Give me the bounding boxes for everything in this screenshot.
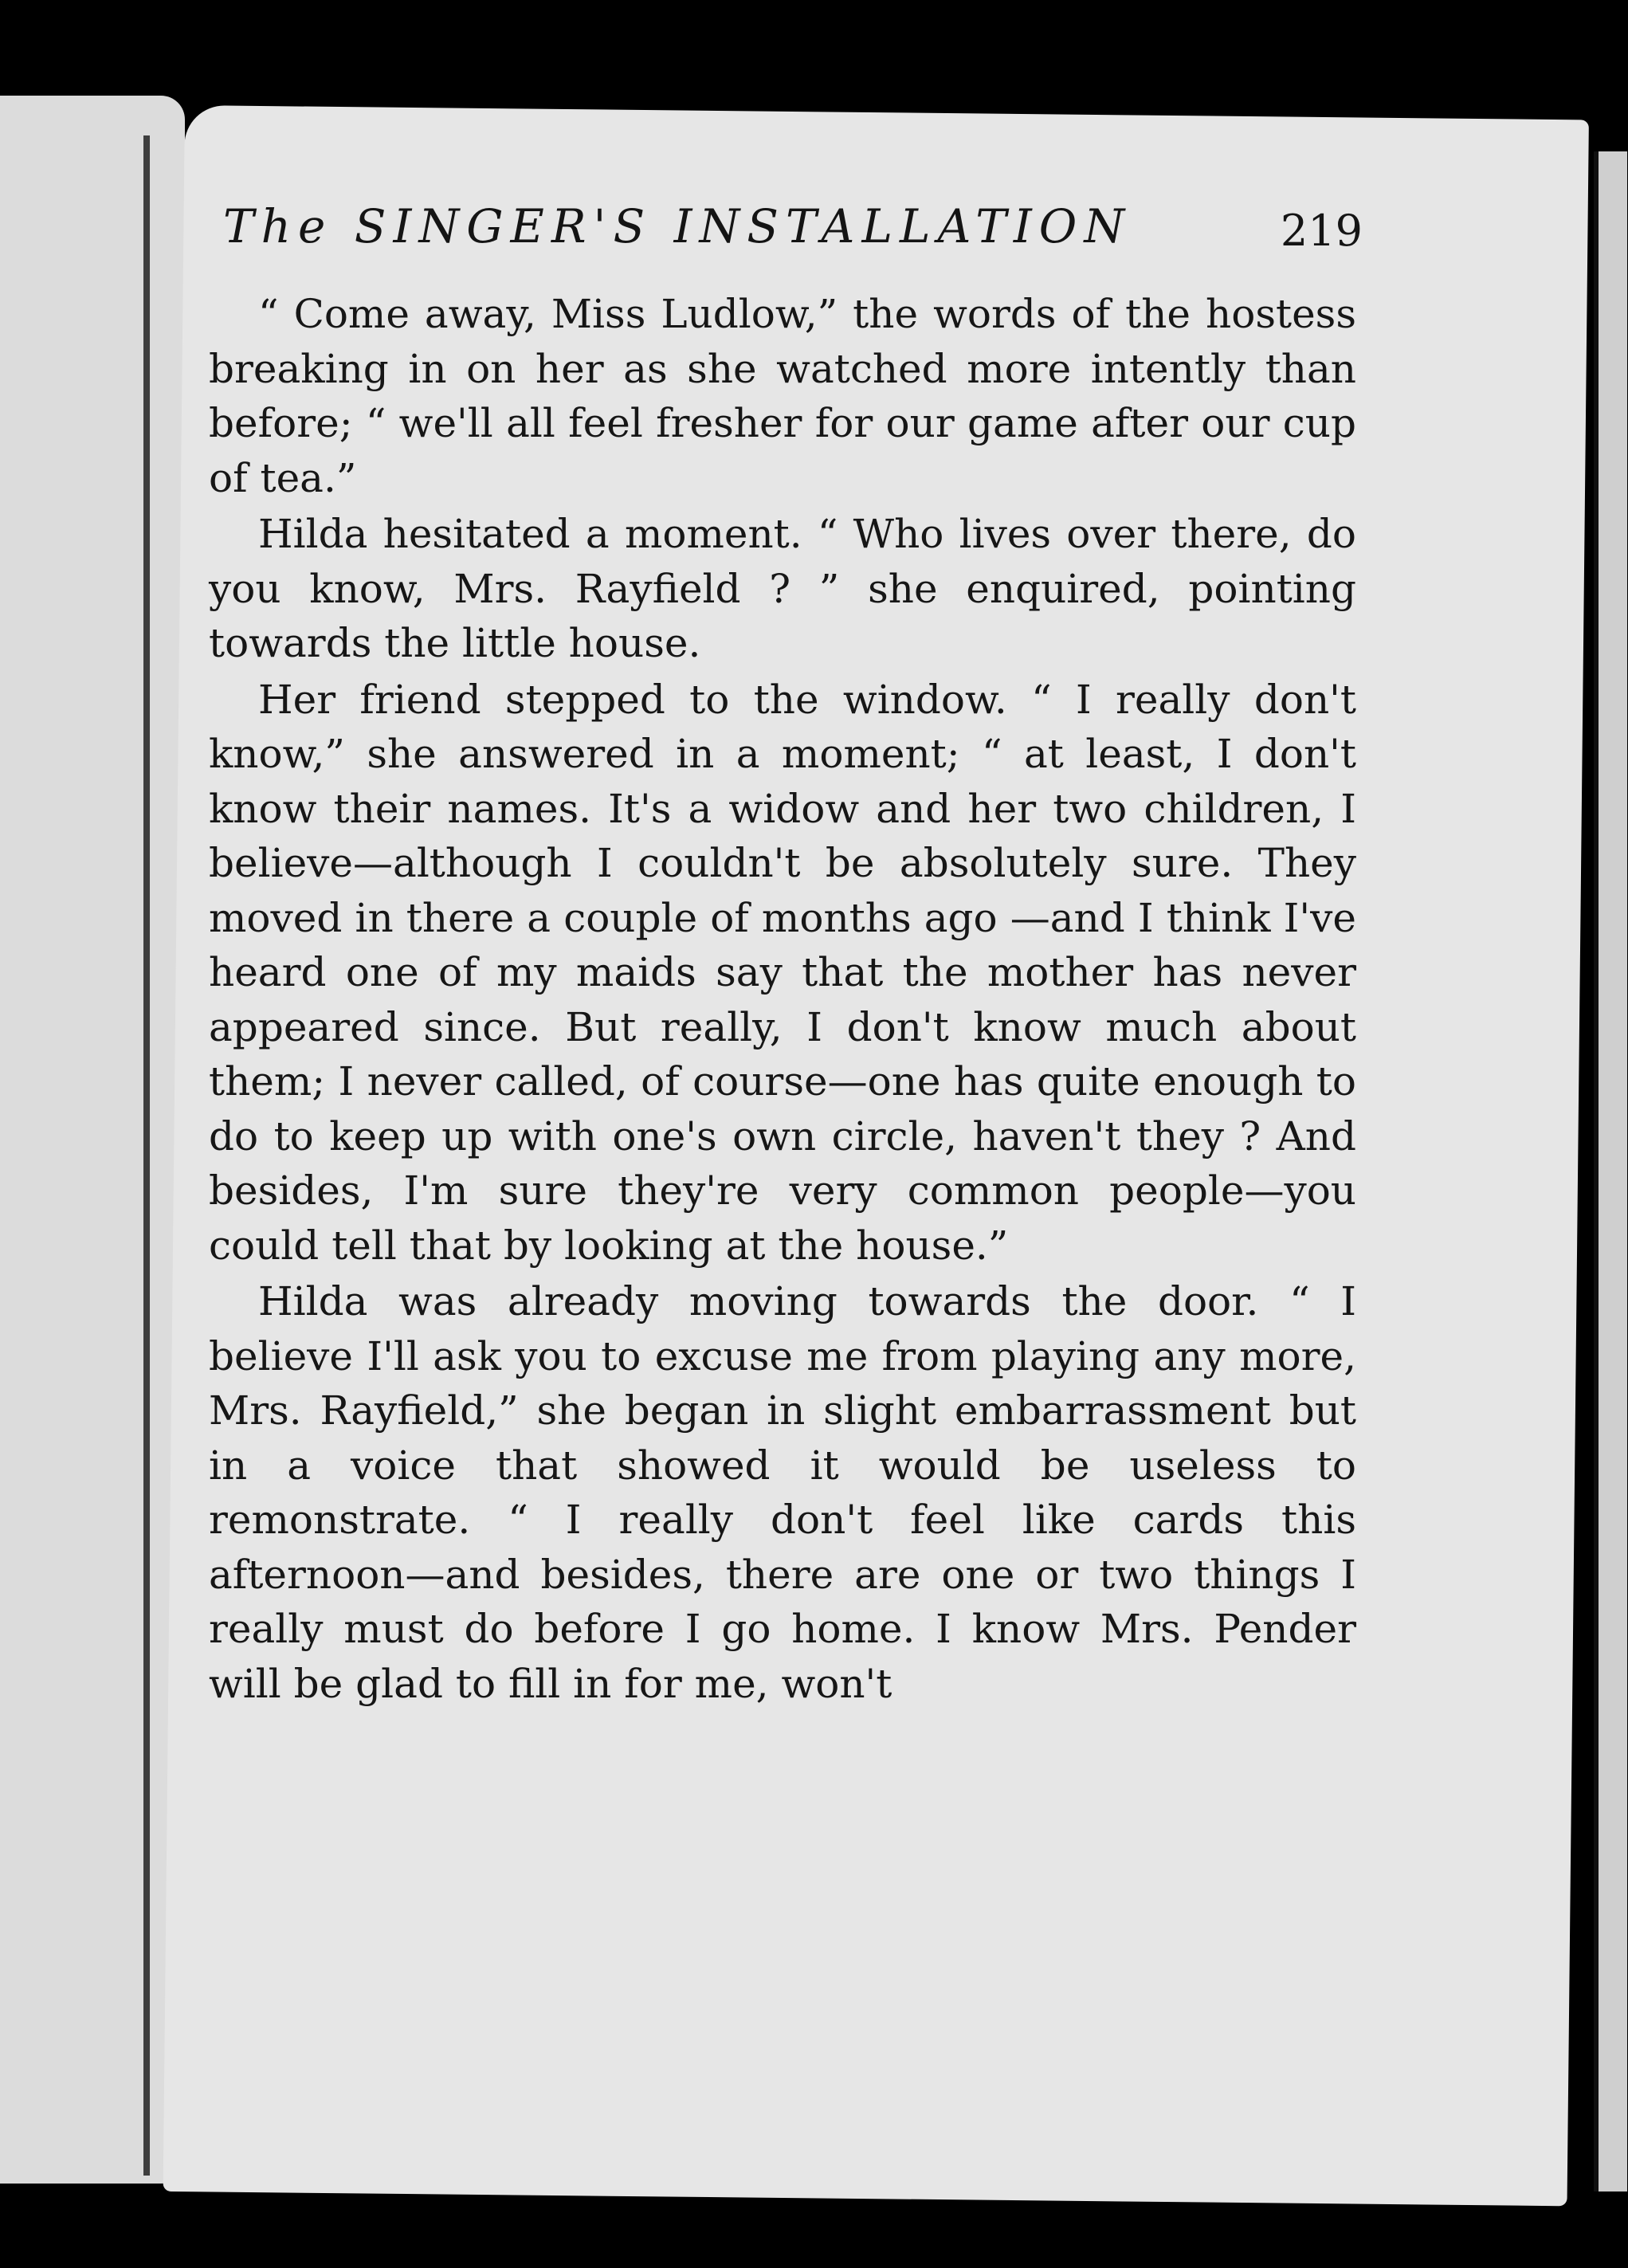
- paragraph-2: Hilda hesitated a moment. “ Who lives over there, do you know, Mrs. Rayfield ? ” she enquired, pointing towards the little house.: [209, 511, 1356, 666]
- paragraph-4: Hilda was already moving towards the door. “ I believe I'll ask you to excuse me from playing any more, Mrs. Rayfield,” she began in slight embarrassment but in a voice that showed it would be useless to remonstrate. “ I really don't feel like cards this afternoon—and besides, there are one or two things I really must do before I go home. I know Mrs. Pender will be glad to fill in for me, won't: [209, 1278, 1356, 1707]
- running-title: The SINGER'S INSTALLATION: [223, 199, 1132, 253]
- book-gutter: [143, 135, 150, 2176]
- left-page: [0, 96, 185, 2184]
- page-edge: [1594, 151, 1627, 2191]
- paragraph-3: Her friend stepped to the window. “ I really don't know,” she answered in a moment; “ at least, I don't know their names. It's a widow and her two children, I believe—although I couldn't be absolutely sure. They moved in there a couple of months ago —and I think I've heard one of my maids say that the mother has never appeared since. But really, I don't know much about them; I never called, of course—one has quite enough to do to keep up with one's own circle, haven't they ? And besides, I'm sure they're very common people—you could tell that by looking at the house.”: [209, 676, 1356, 1269]
- running-head: [223, 199, 1363, 295]
- page-number: 219: [1280, 206, 1363, 256]
- body-text: [209, 287, 1356, 1711]
- paragraph-1: “ Come away, Miss Ludlow,” the words of the hostess breaking in on her as she watched more intently than before; “ we'll all feel fresher for our game after our cup of tea.”: [209, 291, 1356, 501]
